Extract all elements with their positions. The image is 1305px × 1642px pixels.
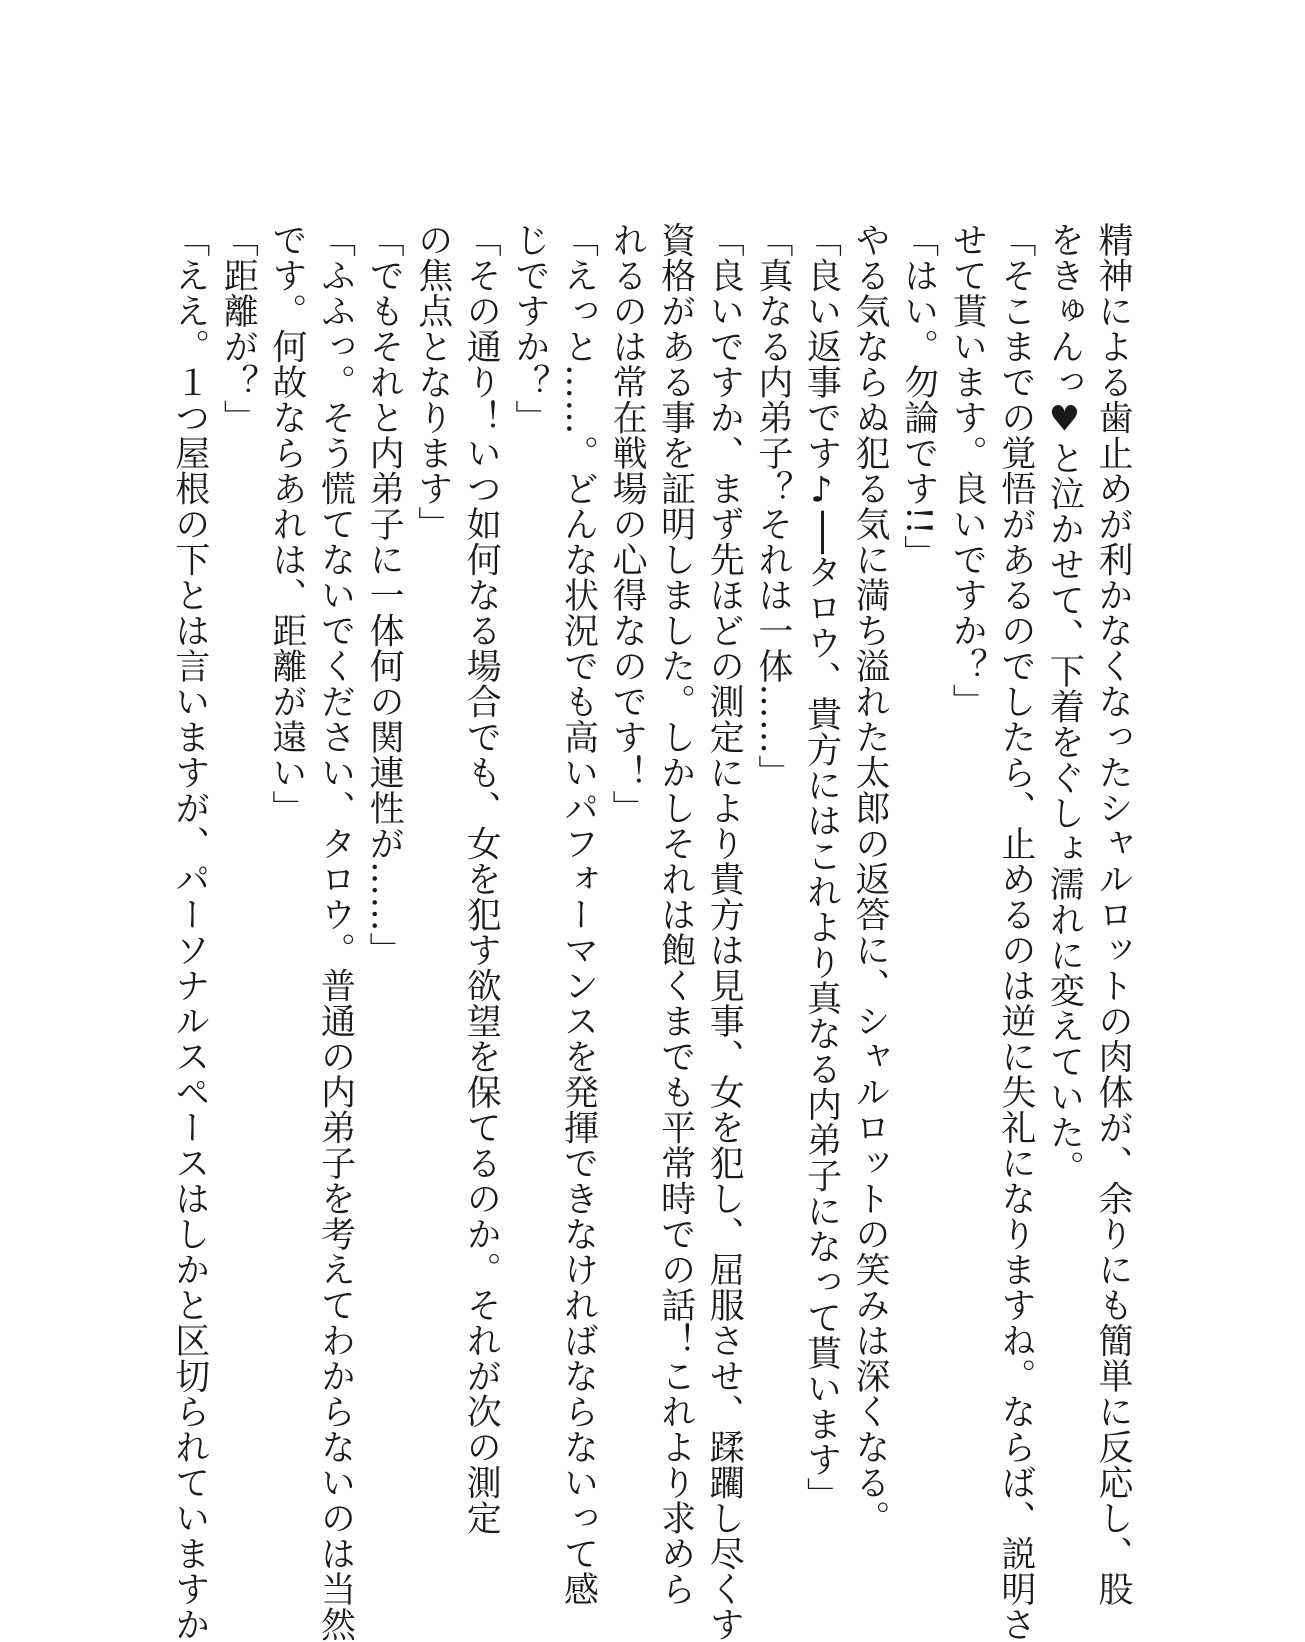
text-line: じですか？」: [509, 222, 550, 435]
text-line: 「ええ。１つ屋根の下とは言いますが、パーソナルスペースはしかと区切られていますか: [169, 222, 210, 1642]
text-line: です。何故ならあれは、距離が遠い」: [266, 222, 307, 826]
text-line: 資格がある事を証明しました。しかしそれは飽くまでも平常時での話！これより求めら: [655, 222, 696, 1607]
text-line: 「その通り！いつ如何なる場合でも、女を犯す欲望を保てるのか。それが次の測定: [461, 222, 502, 1536]
text-line: をきゅんっ♥と泣かせて、下着をぐしょ濡れに変えていた。: [1044, 222, 1085, 1186]
text-line: れるのは常在戦場の心得なのです！」: [607, 222, 648, 826]
text-line: 「はい。勿論です!!」: [898, 222, 939, 571]
text-line: 「真なる内弟子？それは一体……」: [752, 222, 793, 790]
text-line: 精神による歯止めが利かなくなったシャルロットの肉体が、余りにも簡単に反応し、股: [1093, 222, 1133, 1607]
text-line: 「良いですか、まず先ほどの測定により貴方は見事、女を犯し、屈服させ、蹂躙し尽くす: [704, 222, 745, 1642]
text-line: 「距離が？」: [218, 222, 259, 435]
text-line: 「ふふっ。そう慌てないでください、タロウ。普通の内弟子を考えてわからないのは当然: [315, 222, 356, 1642]
text-line: 「良い返事です♪──タロウ、貴方にはこれより真なる内弟子になって貰います」: [801, 222, 842, 1513]
vertical-text-body: [165, 222, 1137, 1642]
text-line: 「でもそれと内弟子に一体何の関連性が……」: [364, 222, 405, 968]
text-line: 「えっと……。どんな状況でも高いパフォーマンスを発揮できなければならないって感: [558, 222, 599, 1607]
text-line: やる気ならぬ犯る気に満ち溢れた太郎の返答に、シャルロットの笑みは深くなる。: [850, 222, 891, 1536]
text-line: 「そこまでの覚悟があるのでしたら、止めるのは逆に失礼になりますね。ならば、説明さ: [995, 222, 1036, 1642]
text-line: の焦点となります」: [412, 222, 453, 542]
text-line: せて貰います。良いですか？」: [947, 222, 988, 719]
